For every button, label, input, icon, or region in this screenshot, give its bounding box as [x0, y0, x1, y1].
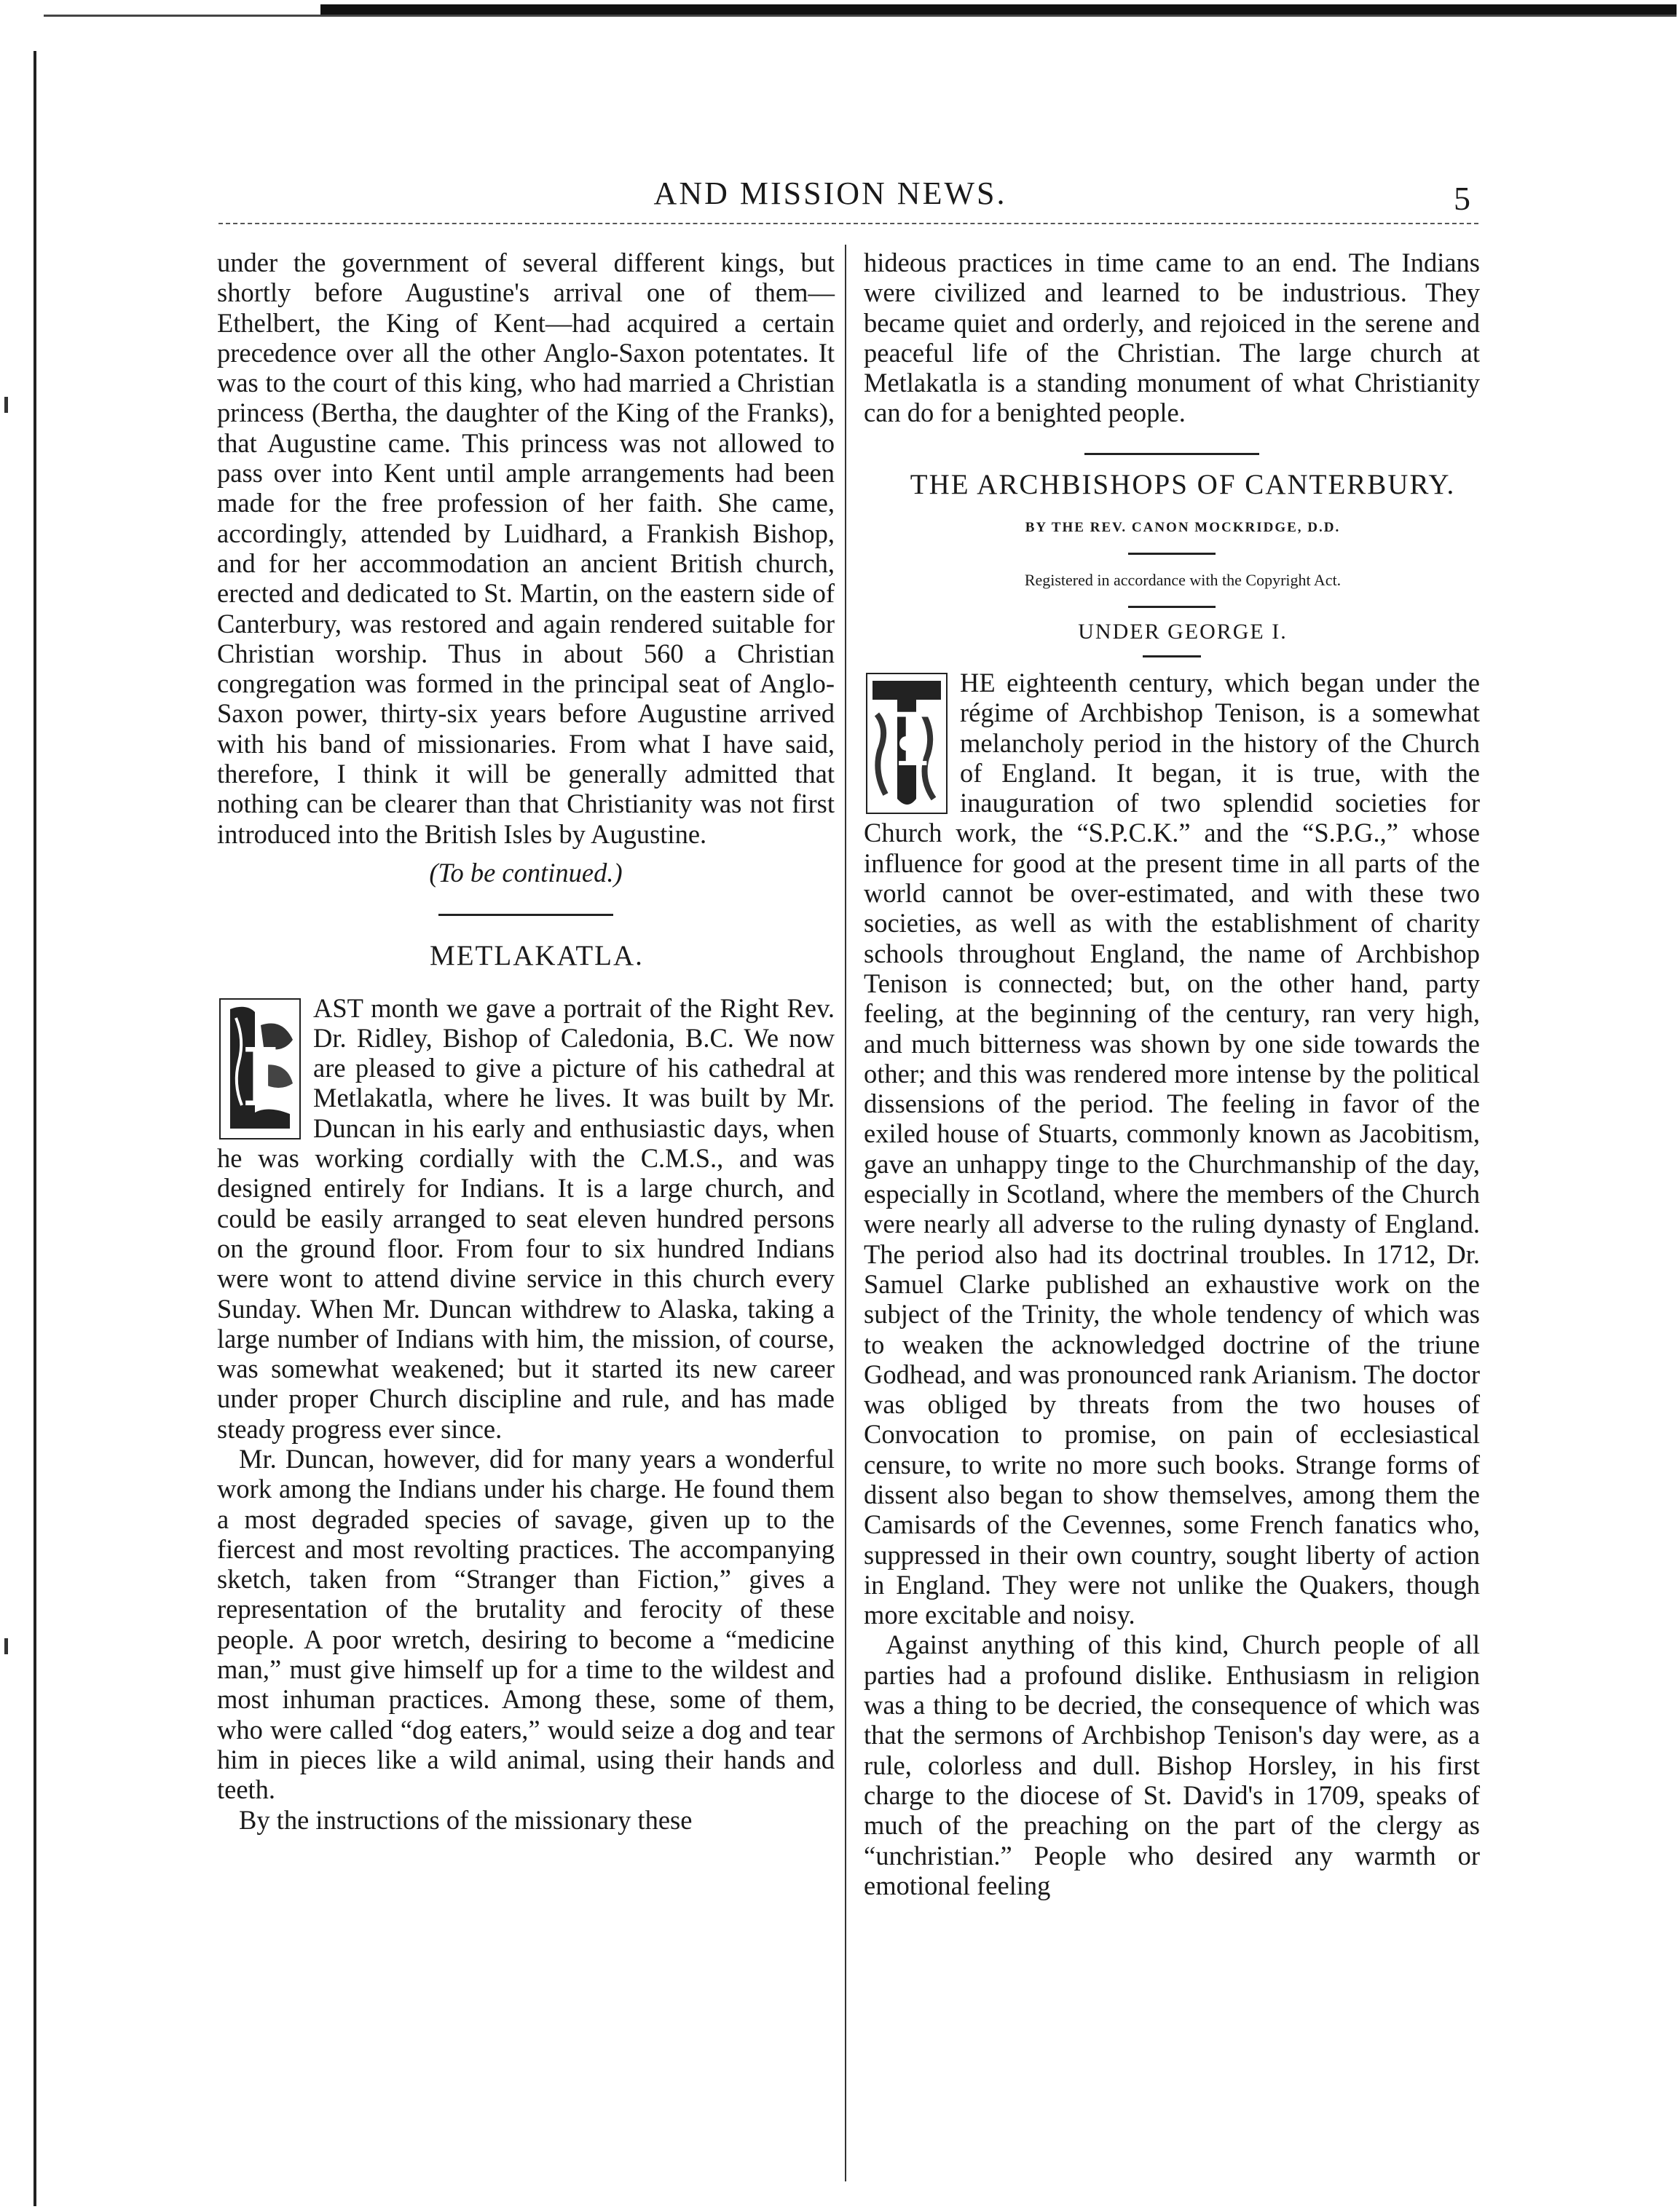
archbishops-paragraph-2: Against anything of this kind, Church people of all parties had a profound dislike. Enthusiasm in religion was a thing to be decried, the consequence of which was that the sermons of Archbishop Tenison's day were, as a rule, colorless and dull. Bishop Horsley, in his first charge to the diocese of St. David's in 1709, speaks of much of the preaching on the part of the clergy as “unchristian.” People who desired any warmth or emotional feeling: [864, 1630, 1480, 1900]
margin-mark: [4, 1638, 8, 1654]
metlakatla-paragraph-3: By the instructions of the missionary these: [239, 1804, 693, 1835]
copyright-notice: Registered in accordance with the Copyright Act.: [1024, 571, 1342, 590]
svg-text:T: T: [886, 696, 940, 783]
drop-cap-l-icon: [217, 996, 303, 1142]
archbishops-title: THE ARCHBISHOPS OF CANTERBURY.: [910, 468, 1456, 500]
left-column: [217, 248, 835, 1835]
ornamental-drop-cap-t: [864, 671, 950, 816]
margin-mark: [4, 397, 8, 413]
top-border-line: [44, 15, 1677, 17]
section-subtitle: UNDER GEORGE I.: [1078, 619, 1288, 644]
column-divider: [845, 245, 846, 2181]
copyright-rule: [1128, 606, 1216, 608]
section-separator: [1084, 453, 1259, 455]
continued-note: (To be continued.): [429, 857, 623, 888]
metlakatla-paragraph-2: Mr. Duncan, however, did for many years a wonderful work among the Indians under his charge. He found them a most degraded species of savage, given up to the fiercest and most revolting practices. The accompanying sketch, taken from “Stranger than Fiction,” gives a representation of the brutality and ferocity of these people. A poor wretch, desiring to become a “medicine man,” must give himself up for a time to the wildest and most inhuman practices. Among these, some of them, who were called “dog eaters,” would seize a dog and tear him in pieces like a wild animal, using their hands and teeth.: [217, 1443, 835, 1805]
article-continuation: under the government of several different kings, but shortly before Augustine's arrival one of them—Ethelbert, the King of Kent—had acquired a certain precedence over all the other Anglo-Saxon potentates. It was to the court of this king, who had married a Christian princess (Bertha, the daughter of the King of the Franks), that Augustine came. This princess was not allowed to pass over into Kent until ample arrangements had been made for the free profession of her faith. She came, accordingly, attended by Luidhard, a Frankish Bishop, and for her accommodation an ancient British church, erected and dedicated to St. Martin, on the eastern side of Canterbury, was restored and again rendered suitable for Christian worship. Thus in about 560 a Christian congregation was formed in the principal seat of Anglo-Saxon power, thirty-six years before Augustine arrived with his band of missionaries. From what I have said, therefore, I think it will be generally admitted that nothing can be clearer than that Christianity was not first introduced into the British Isles by Augustine.: [217, 248, 835, 849]
byline-rule: [1128, 553, 1216, 555]
ornamental-drop-cap-l: [217, 996, 303, 1142]
right-column: [864, 248, 1480, 1900]
metlakatla-title: METLAKATLA.: [430, 940, 644, 972]
archbishops-paragraph-1: HE eighteenth century, which began under the régime of Archbishop Tenison, is a somewhat melancholy period in the history of the Church of England. It began, it is true, with the inauguration of two splendid societies for Church work, the “S.P.C.K.” and the “S.P.G.,” whose influence for good at the present time in all parts of the world cannot be over-estimated, and with these two societies, as well as with the establishment of charity schools throughout England, the name of Archbishop Tenison is connected; but, on the other hand, party feeling, at the beginning of the century, ran very high, and much bitterness was shown by one side towards the other; and this was rendered more intense by the political dissensions of the period. The feeling in favor of the exiled house of Stuarts, commonly known as Jacobitism, gave an unhappy tinge to the Churchmanship of the day, especially in Scotland, where the members of the Church were nearly all adverse to the ruling dynasty of England. The period also had its doctrinal troubles. In 1712, Dr. Samuel Clarke published an exhaustive work on the subject of the Trinity, the whole tendency of which was to weaken the acknowledged doctrine of the triune Godhead, and was pronounced rank Arianism. The doctor was obliged by threats from the two houses of Convocation to promise, on pain of ecclesiastical censure, to write no more such books. Strange forms of dissent also began to show themselves, among them the Camisards of the Cevennes, some French fanatics who, suppressed in their own country, sought liberty of action in England. They were not unlike the Quakers, though more excitable and noisy.: [864, 667, 1480, 1630]
running-title: AND MISSION NEWS.: [653, 175, 1007, 211]
metlakatla-continuation: hideous practices in time came to an end. The Indians were civilized and learned to be industrious. They became quiet and orderly, and rejoiced in the serene and peaceful life of the Christian. The large church at Metlakatla is a standing monument of what Christianity can do for a benighted people.: [864, 248, 1480, 428]
drop-cap-t-icon: [864, 671, 950, 816]
metlakatla-paragraph-1: AST month we gave a portrait of the Right Rev. Dr. Ridley, Bishop of Caledonia, B.C. We now are pleased to give a picture of his cathedral at Metlakatla, where he lives. It was built by Mr. Duncan in his early and enthusiastic days, when he was working cordially with the C.M.S., and was designed entirely for Indians. It is a large church, and could be easily arranged to seat eleven hundred persons on the ground floor. From four to six hundred Indians were wont to attend divine service in this church every Sunday. When Mr. Duncan withdrew to Alaska, taking a large number of Indians with him, the mission, of course, was somewhat weakened; but it started its new career under proper Church discipline and rule, and has made steady progress ever since.: [217, 992, 835, 1444]
top-border-bar: [320, 4, 1677, 15]
subtitle-rule: [1143, 655, 1201, 657]
byline: BY THE REV. CANON MOCKRIDGE, D.D.: [1025, 520, 1341, 536]
svg-text:L: L: [242, 1030, 299, 1124]
section-separator: [438, 914, 613, 916]
page-number: 5: [1454, 180, 1470, 217]
archbishops-article: [864, 668, 1480, 1900]
metlakatla-article: [217, 993, 835, 1835]
left-margin-line: [34, 51, 36, 2206]
header-rule: [218, 223, 1478, 224]
